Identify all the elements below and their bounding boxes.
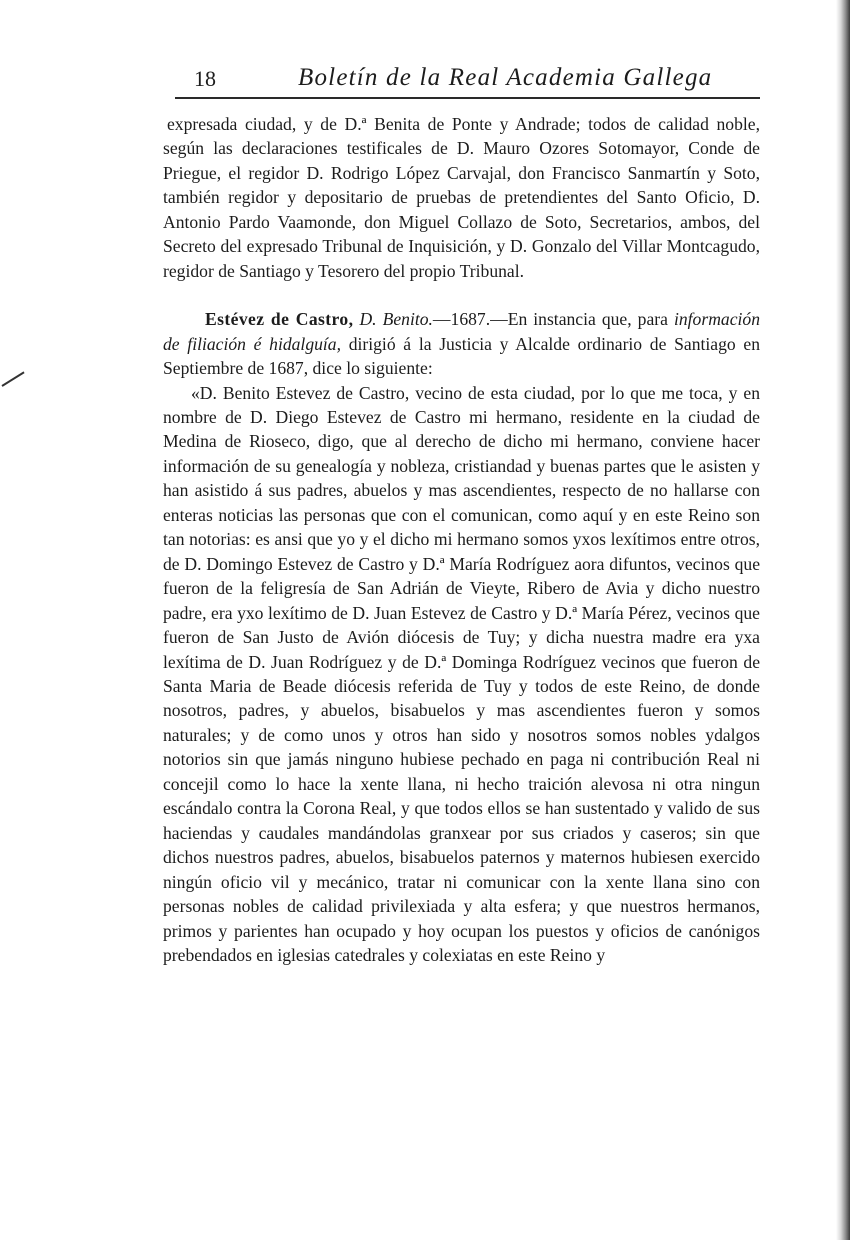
header-rule xyxy=(175,97,760,99)
margin-mark xyxy=(1,371,24,386)
page-body xyxy=(163,112,760,967)
running-title: Boletín de la Real Academia Gallega xyxy=(298,64,713,91)
entry-rest: dirigió á la Justicia y Alcalde ordinario de Santiago en Septiembre de 1687, dice lo siguiente: xyxy=(163,333,760,379)
entry-paragraph xyxy=(163,307,760,380)
paragraph-continuation: expresada ciudad, y de D.ª Benita de Ponte y Andrade; todos de calidad noble, según las declaraciones testificales de D. Mauro Ozores Sotomayor, Conde de Priegue, el regidor D. Rodrigo López Carvajal, don Francisco Sanmartín y Soto, también regidor y depositario de pruebas de pretendientes del Santo Oficio, D. Antonio Pardo Vaamonde, don Miguel Collazo de Soto, Secretarios, ambos, del Secreto del expresado Tribunal de Inquisición, y D. Gonzalo del Villar Montcagudo, regidor de Santiago y Tesorero del propio Tribunal. xyxy=(163,114,760,281)
page-number: 18 xyxy=(194,66,216,91)
entry-surname: Estévez de Castro, xyxy=(205,309,354,330)
page-edge-shadow xyxy=(836,0,850,1240)
entry-given-name: D. Benito. xyxy=(359,309,433,330)
quoted-petition: «D. Benito Estevez de Castro, vecino de esta ciudad, por lo que me toca, y en nombre de D. Diego Estevez de Castro mi hermano, residente en la ciudad de Medina de Rioseco, digo, que al derecho de dicho mi hermano, conviene hacer información de su genealogía y nobleza, cristiandad y buenas partes que le asisten y han asistido á sus padres, abuelos y mas ascendientes, respecto de no hallarse con enteras noticias las personas que con el comunican, como aquí y en este Reino son tan notorias: es ansi que yo y el dicho mi hermano somos yxos lexítimos entre otros, de D. Domingo Estevez de Castro y D.ª María Rodríguez aora difuntos, vecinos que fueron de la feligresía de San Adrián de Vieyte, Ribero de Avia y dicho nuestro padre, era yxo lexítimo de D. Juan Estevez de Castro y D.ª María Pérez, vecinos que fueron de San Justo de Avión diócesis de Tuy; y dicha nuestra madre era yxa lexítima de D. Juan Rodríguez y de D.ª Dominga Rodríguez vecinos que fueron de Santa Maria de Beade diócesis referida de Tuy y todos de este Reino, de donde nosotros, padres, y abuelos, bisabuelos y mas ascendientes fueron y somos naturales; y de como unos y otros han sido y nosotros somos nobles ydalgos notorios sin que jamás ninguno hubiese pechado en paga ni contribución Real ni concejil como lo hace la xente llana, ni hecho traición alevosa ni otra ningun escándalo contra la Corona Real, y que todos ellos se han sustentado y valido de sus haciendas y caudales mandándolas granxear por sus criados y caseros; sin que dichos nuestros padres, abuelos, bisabuelos paternos y maternos hubiesen exercido ningún oficio vil y mecánico, tratar ni comunicar con la xente llana sino con personas nobles de calidad privilexiada y alta esfera; y que nuestros hermanos, primos y parientes han ocupado y hoy ocupan los puestos y oficios de canónigos prebendados en iglesias catedrales y colexiatas en este Reino y xyxy=(163,382,760,965)
entry-italic-phrase: información de filiación é hidalguía, xyxy=(163,309,760,354)
entry-date: —1687.—En instancia que, para xyxy=(432,309,674,330)
